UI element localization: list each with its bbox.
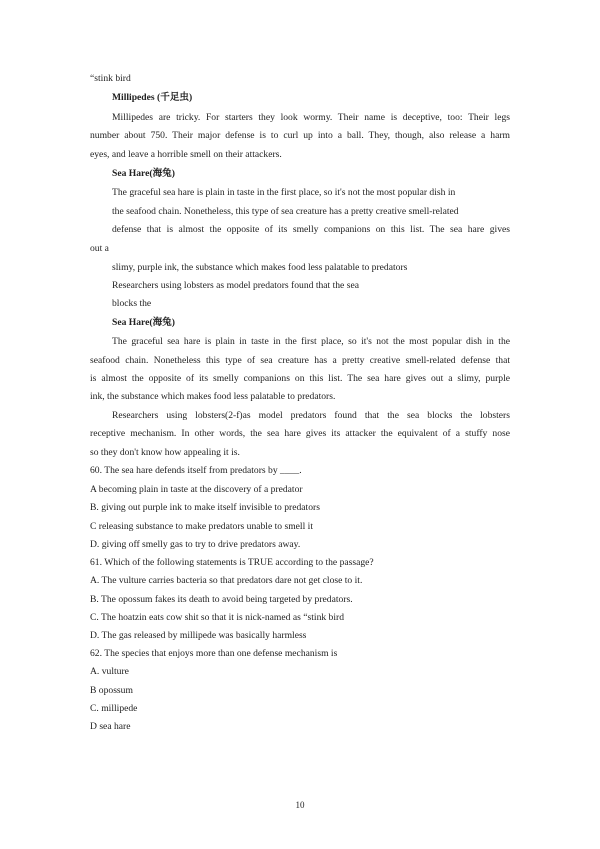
section-heading-millipedes: Millipedes (千足虫) (112, 92, 193, 103)
paragraph-line: Researchers using lobsters as model predators found that the sea (112, 280, 359, 291)
question-62: 62. The species that enjoys more than one defense mechanism is (90, 648, 338, 659)
section-heading-sea-hare: Sea Hare(海兔) (112, 317, 175, 328)
paragraph-line: The graceful sea hare is plain in taste in the first place, so it's not the most popular dish in (112, 187, 456, 198)
paragraph-line: blocks the (112, 298, 152, 309)
question-60: 60. The sea hare defends itself from predators by ____. (90, 465, 302, 476)
option-line: D. giving off smelly gas to try to drive predators away. (90, 539, 301, 550)
paragraph-line: out a (90, 243, 109, 254)
paragraph-line: seafood chain. Nonetheless this type of sea creature has a pretty creative smell-related defense that (90, 355, 510, 366)
option-line: D sea hare (90, 721, 131, 732)
option-line: B. The opossum fakes its death to avoid being targeted by predators. (90, 594, 353, 605)
paragraph-line: slimy, purple ink, the substance which makes food less palatable to predators (112, 262, 408, 273)
option-line: A. vulture (90, 666, 129, 677)
paragraph-line: The graceful sea hare is plain in taste in the first place, so it's not the most popular dish in the (112, 336, 510, 347)
paragraph-line: Millipedes are tricky. For starters they look wormy. Their name is deceptive, too: Their legs (112, 112, 510, 123)
paragraph-line: ink, the substance which makes food less palatable to predators. (90, 391, 336, 402)
option-line: C. The hoatzin eats cow shit so that it is nick-named as “stink bird (90, 612, 345, 623)
question-61: 61. Which of the following statements is TRUE according to the passage? (90, 557, 374, 568)
option-line: B. giving out purple ink to make itself invisible to predators (90, 502, 320, 513)
page-number: 10 (295, 800, 305, 810)
paragraph-line: defense that is almost the opposite of its smelly companions on this list. The sea hare gives (112, 224, 510, 235)
option-line: A. The vulture carries bacteria so that predators dare not get close to it. (90, 575, 363, 586)
paragraph-line: so they don't know how appealing it is. (90, 447, 240, 458)
paragraph-line: receptive mechanism. In other words, the sea hare gives its attacker the equivalent of a stuffy nose (90, 428, 510, 439)
section-heading-sea-hare: Sea Hare(海兔) (112, 168, 175, 179)
option-line: D. The gas released by millipede was basically harmless (90, 630, 307, 641)
paragraph-line: eyes, and leave a horrible smell on their attackers. (90, 149, 282, 160)
paragraph-line: number about 750. Their major defense is to curl up into a ball. They, though, also release a harm (90, 130, 510, 141)
option-line: A becoming plain in taste at the discovery of a predator (90, 484, 303, 495)
option-line: C releasing substance to make predators unable to smell it (90, 521, 313, 532)
paragraph-line: Researchers using lobsters(2-f)as model predators found that the sea blocks the lobsters (112, 410, 510, 421)
text-line: “stink bird (90, 73, 131, 84)
option-line: B opossum (90, 685, 133, 696)
paragraph-line: the seafood chain. Nonetheless, this type of sea creature has a pretty creative smell-related (112, 206, 459, 217)
paragraph-line: is almost the opposite of its smelly companions on this list. The sea hare gives out a slimy, purple (90, 373, 510, 384)
option-line: C. millipede (90, 703, 138, 714)
